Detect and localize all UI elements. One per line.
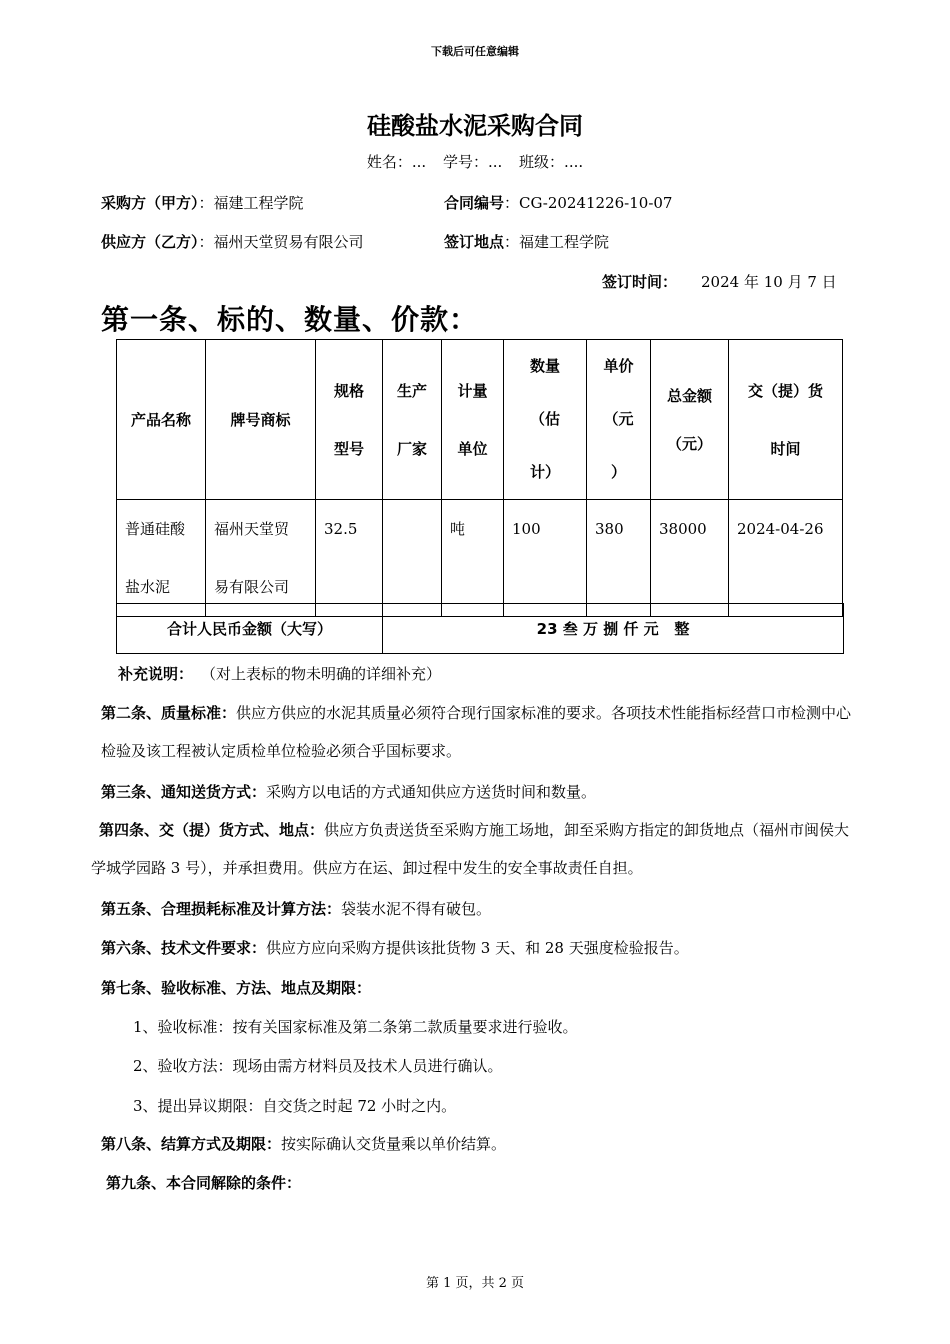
total-table	[116, 603, 844, 654]
contract-no-line	[444, 192, 672, 213]
cell-amount: 38000	[651, 500, 729, 617]
supplier-value: ：福州天堂贸易有限公司	[198, 233, 364, 251]
buyer-value: ：福建工程学院	[198, 194, 304, 212]
document-title: 硅酸盐水泥采购合同	[367, 112, 583, 140]
article-4-label: 第四条、交（提）货方式、地点：	[99, 821, 325, 839]
cell-date: 2024-04-26	[729, 500, 843, 617]
col-header-price: 单价 （元 ）	[587, 340, 651, 500]
article-7-item-3: 3、提出异议期限：自交货之时起 72 小时之内。	[133, 1097, 457, 1115]
article-3-text: 采购方以电话的方式通知供应方送货时间和数量。	[266, 783, 597, 801]
sign-place-label: 签订地点	[444, 233, 505, 251]
article-3	[101, 781, 596, 802]
cell-brand: 福州天堂贸 易有限公司	[206, 500, 316, 617]
supplement-value: （对上表标的物未明确的详细补充）	[201, 665, 442, 683]
supplier-label: 供应方（乙方）	[101, 233, 199, 251]
buyer-line	[101, 192, 304, 213]
article-7	[101, 977, 371, 998]
total-label: 合计人民币金额（大写）	[117, 604, 383, 654]
goods-table	[116, 339, 843, 617]
sign-place-line	[444, 231, 609, 252]
student-name: 姓名：...	[366, 153, 427, 171]
sign-place-value: ：福建工程学院	[504, 233, 610, 251]
buyer-label: 采购方（甲方）	[101, 194, 199, 212]
sign-time-line	[602, 271, 837, 292]
cell-price: 380	[587, 500, 651, 617]
article-2	[101, 694, 861, 770]
cell-maker	[383, 500, 442, 617]
cell-spec: 32.5	[316, 500, 383, 617]
article-8-label: 第八条、结算方式及期限：	[101, 1135, 282, 1153]
article-3-label: 第三条、通知送货方式：	[101, 783, 267, 801]
col-header-qty: 数量 （估 计）	[504, 340, 587, 500]
article-6-text: 供应方应向采购方提供该批货物 3 天、和 28 天强度检验报告。	[266, 939, 689, 957]
article-7-item-2: 2、验收方法：现场由需方材料员及技术人员进行确认。	[133, 1057, 503, 1075]
article-9	[106, 1172, 301, 1193]
contract-no-value: ：CG-20241226-10-07	[504, 194, 673, 212]
contract-no-label: 合同编号	[444, 194, 505, 212]
article-2-label: 第二条、质量标准：	[101, 704, 237, 722]
sign-time-label: 签订时间：	[602, 273, 678, 291]
article-5	[101, 898, 491, 919]
article-4	[91, 811, 861, 887]
page-footer: 第 1 页，共 2 页	[425, 1276, 525, 1291]
total-value: 23 叁 万 捌 仟 元 整	[383, 604, 844, 654]
article-8-text: 按实际确认交货量乘以单价结算。	[281, 1135, 507, 1153]
article-6	[101, 937, 689, 958]
table-row	[117, 500, 843, 617]
table-header-row	[117, 340, 843, 500]
article-8	[101, 1133, 506, 1154]
col-header-date: 交（提）货 时间	[729, 340, 843, 500]
col-header-amount: 总金额 （元）	[651, 340, 729, 500]
article-7-item-1: 1、验收标准：按有关国家标准及第二条第二款质量要求进行验收。	[133, 1018, 578, 1036]
student-id: 学号：...	[442, 153, 503, 171]
article-7-label: 第七条、验收标准、方法、地点及期限：	[101, 979, 372, 997]
student-class: 班级：....	[519, 153, 584, 171]
article-1-heading: 第一条、标的、数量、价款：	[101, 303, 479, 336]
col-header-maker: 生产 厂家	[383, 340, 442, 500]
col-header-product: 产品名称	[117, 340, 206, 500]
article-5-label: 第五条、合理损耗标准及计算方法：	[101, 900, 342, 918]
article-2-text: 供应方供应的水泥其质量必须符合现行国家标准的要求。各项技术性能指标经营口市检测中心检验及该工程被认定质检单位检验必须合乎国标要求。	[101, 704, 852, 760]
sign-time-value: 2024 年 10 月 7 日	[701, 273, 837, 291]
cell-product: 普通硅酸 盐水泥	[117, 500, 206, 617]
col-header-brand: 牌号商标	[206, 340, 316, 500]
supplement-label: 补充说明：	[118, 665, 194, 683]
header-note: 下载后可任意编辑	[431, 45, 519, 58]
cell-qty: 100	[504, 500, 587, 617]
article-5-text: 袋装水泥不得有破包。	[341, 900, 492, 918]
cell-unit: 吨	[442, 500, 504, 617]
article-6-label: 第六条、技术文件要求：	[101, 939, 267, 957]
col-header-unit: 计量 单位	[442, 340, 504, 500]
article-9-label: 第九条、本合同解除的条件：	[106, 1174, 302, 1192]
supplier-line	[101, 231, 364, 252]
article-4-text: 供应方负责送货至采购方施工场地，卸至采购方指定的卸货地点（福州市闽侯大学城学园路 3 号），并承担费用。供应方在运、卸过程中发生的安全事故责任自担。	[91, 821, 850, 877]
supplement-line	[118, 663, 441, 684]
col-header-spec: 规格 型号	[316, 340, 383, 500]
student-info	[0, 151, 950, 172]
